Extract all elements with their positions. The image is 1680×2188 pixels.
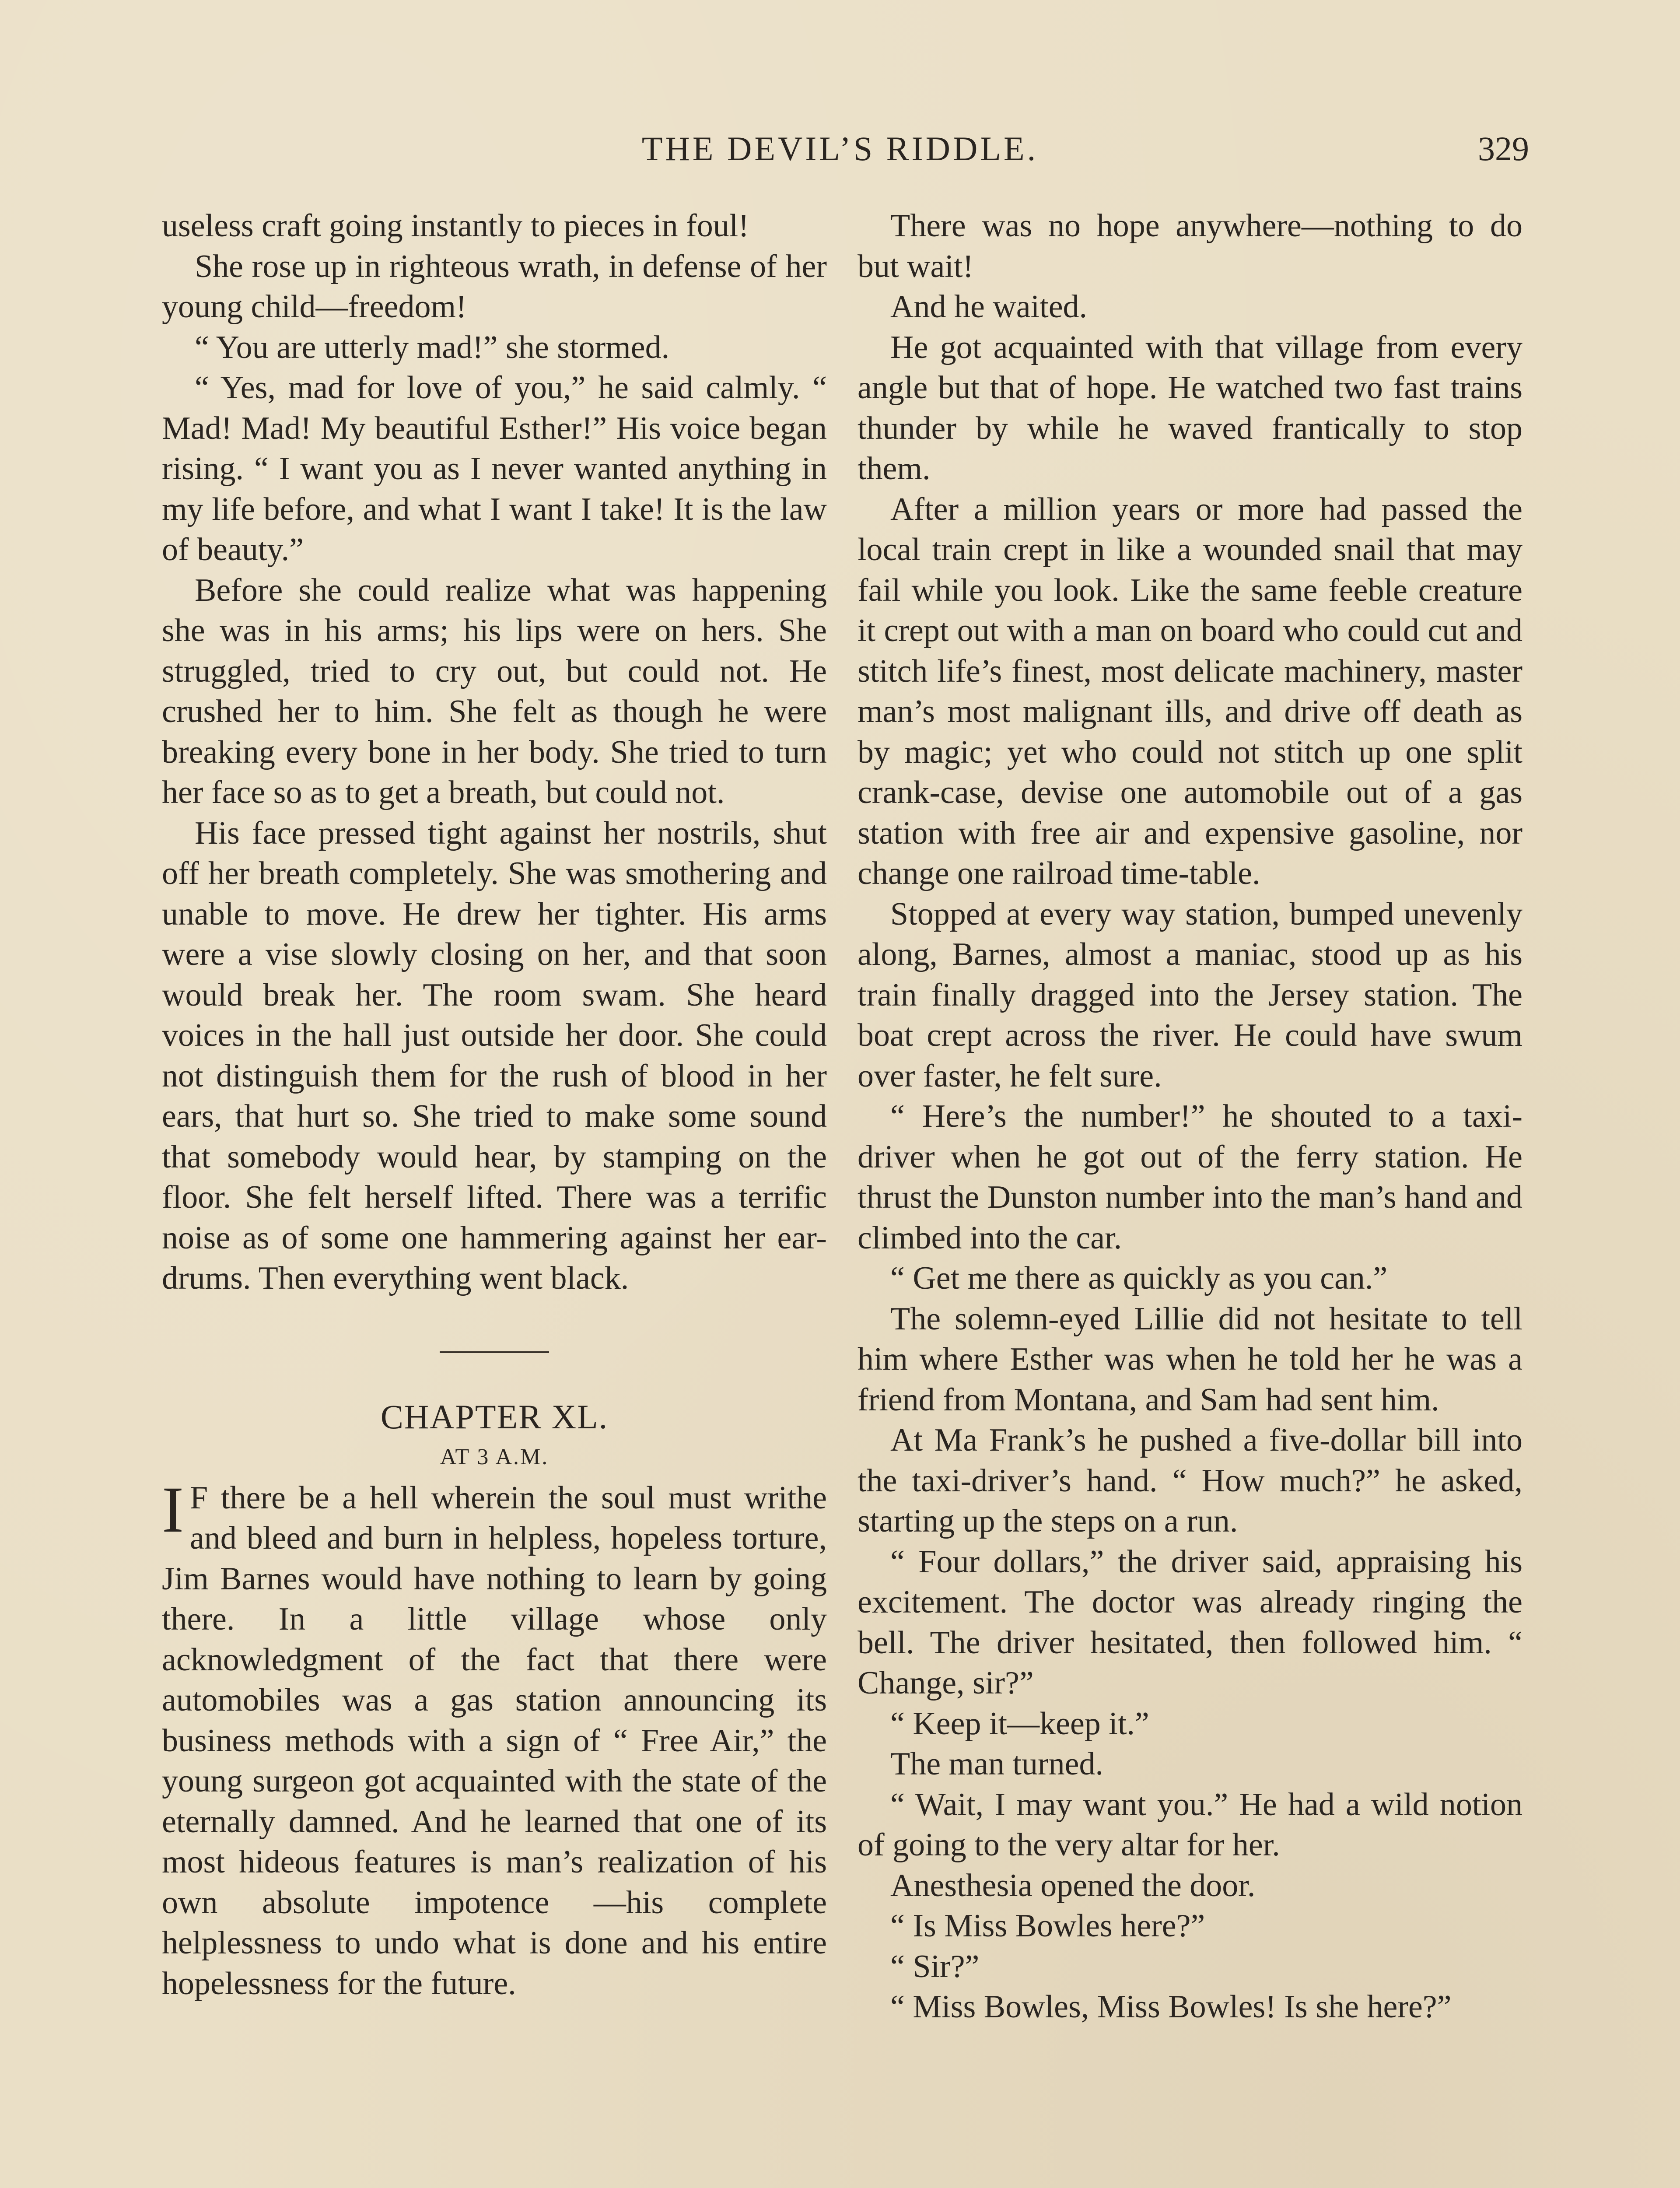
paragraph: useless craft going instantly to pieces in foul! [162, 208, 749, 244]
paragraph: “ Keep it—keep it.” [890, 1705, 1149, 1742]
paragraph: “ Here’s the number!” he shouted to a taxi-driver when he got out of the ferry station. He thrust the Dunston number into the man’s hand and climbed into the car. [858, 1098, 1522, 1256]
paragraph: After a million years or more had passed the local train crept in like a wounded snail that may fail while you look. Like the same feeble creature it crept out with a man on board who could cut and stitch life’s finest, most delicate machinery, master man’s most malignant ills, and drive off death as by magic; yet who could not stitch up one split crank-case, devise one automobile out of a gas station with free air and expensive gasoline, nor change one railroad time-table. [858, 491, 1522, 891]
paragraph: “ Sir?” [890, 1948, 980, 1985]
paragraph: “ Wait, I may want you.” He had a wild notion of going to the very altar for her. [858, 1786, 1522, 1863]
paragraph: “ Get me there as quickly as you can.” [890, 1260, 1388, 1296]
chapter-opening-text: F there be a hell wherein the soul must writhe and bleed and burn in helpless, hopeless torture, Jim Barnes would have nothing to learn by going there. In a little village whose only acknowledgment of the fact that there were automobiles was a gas station announcing its business methods with a sign of “ Free Air,” the young surgeon got acquainted with the state of the eternally damned. And he learned that one of its most hideous features is man’s realization of his own absolute impotence —his complete helplessness to undo what is done and his entire hopelessness for the future. [162, 1480, 827, 2002]
paragraph: “ You are utterly mad!” she stormed. [195, 329, 670, 365]
paragraph: At Ma Frank’s he pushed a five-dollar bill into the taxi-driver’s hand. “ How much?” he asked, starting up the steps on a run. [858, 1422, 1522, 1539]
running-head [0, 123, 1680, 175]
paragraph: The solemn-eyed Lillie did not hesitate to tell him where Esther was when he told her he was a friend from Montana, and Sam had sent him. [858, 1301, 1522, 1418]
running-title: THE DEVIL’S RIDDLE. [641, 130, 1039, 168]
drop-cap: I [162, 1473, 184, 1546]
paragraph: And he waited. [890, 289, 1088, 325]
paragraph: “ Miss Bowles, Miss Bowles! Is she here?” [890, 1989, 1452, 2025]
section-divider [440, 1351, 549, 1353]
paragraph: She rose up in righteous wrath, in defense of her young child—freedom! [162, 248, 827, 325]
right-column [858, 206, 1522, 2027]
chapter-title: CHAPTER XL. [380, 1397, 609, 1436]
paragraph: His face pressed tight against her nostrils, shut off her breath completely. She was smothering and unable to move. He drew her tighter. His arms were a vise slowly closing on her, and that soon would break her. The room swam. She heard voices in the hall just outside her door. She could not distinguish them for the rush of blood in her ears, that hurt so. She tried to make some sound that somebody would hear, by stamping on the floor. She felt herself lifted. There was a terrific noise as of some one hammering against her ear-drums. Then everything went black. [162, 815, 827, 1296]
paragraph: “ Yes, mad for love of you,” he said calmly. “ Mad! Mad! My beautiful Esther!” His voice began rising. “ I want you as I never wanted anything in my life before, and what I want I take! It is the law of beauty.” [162, 370, 827, 568]
paragraph: Anesthesia opened the door. [890, 1867, 1256, 1904]
chapter-opening-paragraph [162, 1473, 827, 2004]
paragraph: Stopped at every way station, bumped unevenly along, Barnes, almost a maniac, stood up as his train finally dragged into the Jersey station. The boat crept across the river. He could have swum over faster, he felt sure. [858, 896, 1522, 1094]
left-column [162, 206, 827, 2004]
paragraph: The man turned. [890, 1746, 1103, 1782]
page-number: 329 [1478, 130, 1529, 168]
paragraph: “ Four dollars,” the driver said, appraising his excitement. The doctor was already ringing the bell. The driver hesitated, then followed him. “ Change, sir?” [858, 1543, 1522, 1701]
paragraph: Before she could realize what was happening she was in his arms; his lips were on hers. She struggled, tried to cry out, but could not. He crushed her to him. She felt as though he were breaking every bone in her body. She tried to turn her face so as to get a breath, but could not. [162, 572, 827, 810]
paragraph: There was no hope anywhere—nothing to do but wait! [858, 208, 1522, 284]
paragraph: “ Is Miss Bowles here?” [890, 1908, 1205, 1944]
chapter-subtitle: AT 3 A.M. [440, 1445, 549, 1469]
paragraph: He got acquainted with that village from every angle but that of hope. He watched two fast trains thunder by while he waved frantically to stop them. [858, 329, 1522, 487]
